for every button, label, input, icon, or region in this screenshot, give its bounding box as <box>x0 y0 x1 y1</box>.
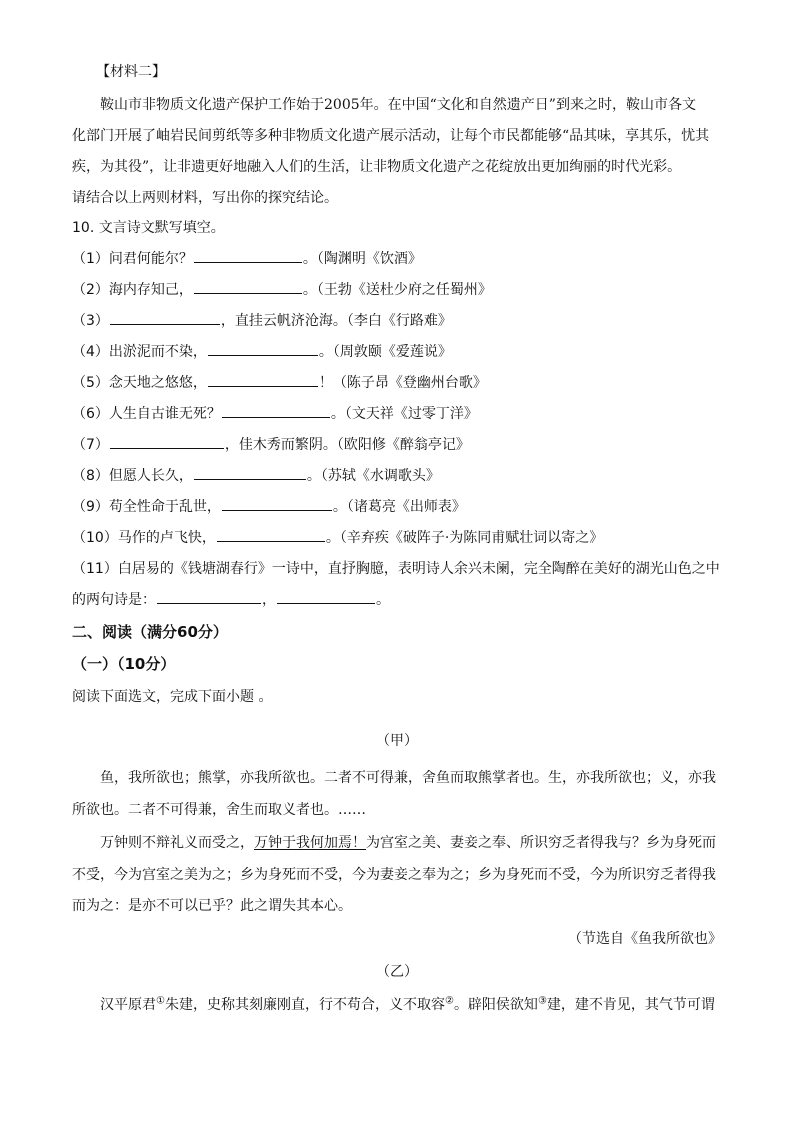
passage-text: 建，建不肯见，其气节可谓 <box>546 997 715 1013</box>
answer-blank[interactable] <box>208 341 318 356</box>
footnote-marker: ② <box>444 995 454 1007</box>
answer-blank[interactable] <box>222 403 330 418</box>
item11-prefix: 的两句诗是： <box>72 592 156 608</box>
subsection-heading: （一）（10分） <box>72 655 176 673</box>
material-two-paragraph-line: 疾，为其役”，让非遗更好地融入人们的生活，让非物质文化遗产之花绽放出更加绚丽的时代光彩。 <box>72 159 682 175</box>
item-after-text: 。（文天祥《过零丁洋》 <box>330 406 478 422</box>
question-11-answer-line <box>72 585 722 616</box>
answer-blank[interactable] <box>110 434 224 449</box>
item-after-text: 。（王勃《送杜少府之任蜀州》 <box>302 282 492 298</box>
answer-blank[interactable] <box>157 589 261 604</box>
answer-blank[interactable] <box>194 279 302 294</box>
fill-blank-item <box>72 461 722 492</box>
item-before-text: 问君何能尔？ <box>108 251 193 267</box>
item-before-text: 念天地之悠悠， <box>108 375 207 391</box>
material-two-paragraph-line: 鞍山市非物质文化遗产保护工作始于2005年。在中国“文化和自然遗产日”到来之时，鞍山市各文 <box>100 97 696 113</box>
item-number: （6） <box>72 406 109 422</box>
item-after-text: 。（陶渊明《饮酒》 <box>302 251 422 267</box>
document-page <box>72 62 722 1022</box>
item-before-text: 海内存知己， <box>108 282 193 298</box>
passage-label: （乙） <box>376 964 418 980</box>
passage-line <box>72 989 722 1022</box>
item-after-text: ，佳木秀而繁阴。（欧阳修《醉翁亭记》 <box>224 437 470 453</box>
item-after-text: 。（苏轼《水调歌头》 <box>306 468 440 484</box>
fill-blank-item <box>72 244 722 275</box>
item-after-text: 。（辛弃疾《破阵子·为陈同甫赋壮词以寄之》 <box>325 530 604 546</box>
passage-text: 汉平原君 <box>100 997 156 1013</box>
item-number: （3） <box>72 313 109 329</box>
passage-text: 。辟阳侯欲知 <box>453 997 538 1013</box>
item-number: （9） <box>72 499 109 515</box>
answer-blank[interactable] <box>194 465 306 480</box>
fill-blank-item <box>72 523 722 554</box>
item-number: （10） <box>72 530 118 546</box>
reading-instruction: 阅读下面选文，完成下面小题 。 <box>72 689 273 705</box>
passage-line: 而为之：是亦不可以已乎？此之谓失其本心。 <box>72 898 352 914</box>
passage-text: 朱建，史称其刻廉刚直，行不苟合，义不取容 <box>164 997 445 1013</box>
passage-line <box>72 826 722 860</box>
item-number: （1） <box>72 251 109 267</box>
passage-label: （甲） <box>376 733 418 749</box>
fill-blank-item <box>72 306 722 337</box>
item-after-text: ！（陈子昂《登幽州台歌》 <box>318 375 487 391</box>
item-number: （4） <box>72 344 109 360</box>
item-before-text: 马作的卢飞快， <box>117 530 216 546</box>
item-before-text: 出淤泥而不染， <box>108 344 207 360</box>
fill-blank-item <box>72 337 722 368</box>
passage-line: 鱼，我所欲也；熊掌，亦我所欲也。二者不可得兼，舍鱼而取熊掌者也。生，亦我所欲也；义，亦我 <box>100 770 716 786</box>
answer-blank[interactable] <box>277 589 375 604</box>
answer-blank[interactable] <box>217 527 325 542</box>
fill-blank-item <box>72 368 722 399</box>
section-heading: 二、阅读（满分60分） <box>72 623 228 641</box>
fill-blank-item <box>72 399 722 430</box>
footnote-marker: ① <box>156 995 165 1007</box>
item-after-text: ，直挂云帆济沧海。（李白《行路难》 <box>220 313 452 329</box>
answer-blank[interactable] <box>194 248 302 263</box>
passage-source: （节选自《鱼我所欲也》 <box>568 931 722 947</box>
material-two-question: 请结合以上两则材料，写出你的探究结论。 <box>72 190 338 206</box>
item-number: （8） <box>72 468 109 484</box>
item-before-text: 人生自古谁无死？ <box>108 406 221 422</box>
item11-suffix: 。 <box>376 592 390 608</box>
item-number: （7） <box>72 437 109 453</box>
item-after-text: 。（周敦颐《爱莲说》 <box>318 344 452 360</box>
material-two-paragraph-line: 化部门开展了岫岩民间剪纸等多种非物质文化遗产展示活动，让每个市民都能够“品其味，享其乐，忧其 <box>72 128 710 144</box>
item-after-text: 。（诸葛亮《出师表》 <box>332 499 466 515</box>
passage-text: 为宫室之美、妻妾之奉、所识穷乏者得我与？乡为身死而 <box>366 835 716 851</box>
question-11-line: （11）白居易的《钱塘湖春行》一诗中，直抒胸臆，表明诗人余兴未阑，完全陶醉在美好的湖光山色之中 <box>72 561 720 577</box>
item-before-text: 苟全性命于乱世， <box>108 499 221 515</box>
question-10-title: 10. 文言诗文默写填空。 <box>72 220 225 236</box>
fill-blank-item <box>72 275 722 306</box>
answer-blank[interactable] <box>222 496 332 511</box>
fill-blank-item <box>72 430 722 461</box>
material-two-heading: 【材料二】 <box>96 64 166 80</box>
answer-blank[interactable] <box>110 310 220 325</box>
answer-blank[interactable] <box>208 372 318 387</box>
passage-line: 所欲也。二者不可得兼，舍生而取义者也。…… <box>72 802 366 818</box>
item-before-text: 但愿人长久， <box>108 468 193 484</box>
passage-text: 万钟则不辩礼义而受之， <box>100 835 254 851</box>
item-number: （5） <box>72 375 109 391</box>
item-number: （2） <box>72 282 109 298</box>
item11-separator: ， <box>262 592 276 608</box>
fill-blank-item <box>72 492 722 523</box>
footnote-marker: ③ <box>537 995 547 1007</box>
passage-line: 不受，今为宫室之美为之；乡为身死而不受，今为妻妾之奉为之；乡为身死而不受，今为所识穷乏者得我 <box>72 867 716 883</box>
underlined-phrase: 万钟于我何加焉！ <box>254 835 366 851</box>
